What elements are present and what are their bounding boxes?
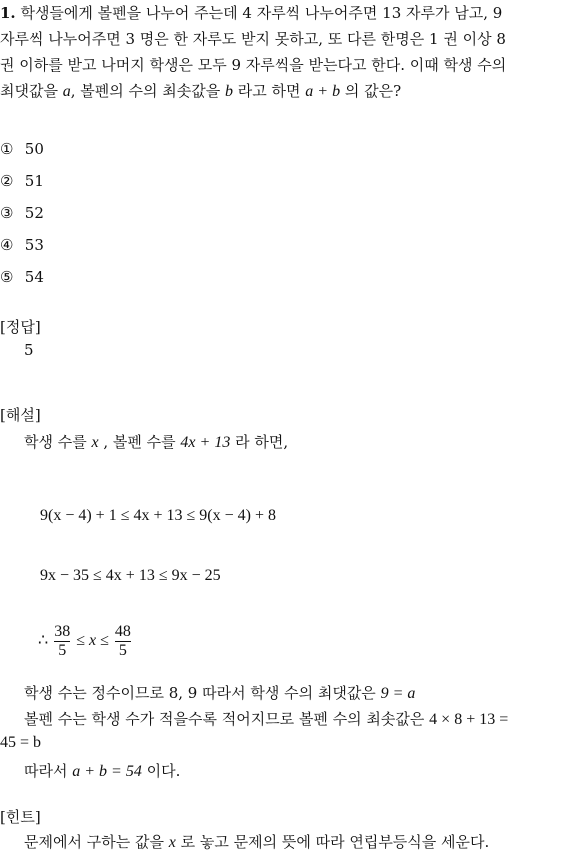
option-3[interactable] xyxy=(0,204,44,222)
question-text-4b: , 볼펜의 수의 최솟값을 xyxy=(70,82,225,100)
inequality-middle: ≤ x ≤ xyxy=(76,632,109,650)
question-text-3: 권 이하를 받고 나머지 학생은 모두 9 자루씩을 받는다고 한다. 이때 학생 수의 xyxy=(0,56,507,74)
equation-1: 9(x − 4) + 1 ≤ 4x + 13 ≤ 9(x − 4) + 8 xyxy=(40,507,276,524)
hint-text-b: 로 놓고 문제의 뜻에 따라 연립부등식을 세운다. xyxy=(175,833,490,851)
question-text-4a: 최댓값을 xyxy=(0,82,63,100)
intro-text-c: 라 하면, xyxy=(230,433,289,451)
option-4[interactable] xyxy=(0,236,44,254)
hint-label: [힌트] xyxy=(0,808,41,826)
students-text: 학생 수는 정수이므로 8, 9 따라서 학생 수의 최댓값은 xyxy=(24,684,381,702)
explanation-final xyxy=(24,760,180,781)
var-b: b xyxy=(225,83,233,100)
question-number: 1. xyxy=(0,4,16,22)
option-3-value: 52 xyxy=(24,204,44,222)
option-4-value: 53 xyxy=(24,236,44,254)
question-line-1 xyxy=(0,2,502,23)
expr-a-plus-b: a + b xyxy=(305,83,341,100)
answer-value: 5 xyxy=(24,341,34,359)
intro-text-a: 학생 수를 xyxy=(24,433,92,451)
equation-3 xyxy=(38,623,133,660)
option-4-mark: ④ xyxy=(0,236,14,254)
fraction-upper xyxy=(115,623,131,660)
fraction-lower-num: 38 xyxy=(54,623,71,640)
final-text-b: 이다. xyxy=(141,762,181,780)
fraction-lower-den: 5 xyxy=(54,641,70,660)
var-a: a xyxy=(62,83,71,100)
hint-text xyxy=(24,831,489,852)
fraction-upper-num: 48 xyxy=(114,623,131,640)
final-text-a: 따라서 xyxy=(24,762,73,780)
option-2-mark: ② xyxy=(0,172,14,190)
therefore-symbol: ∴ xyxy=(38,632,49,650)
option-1-value: 50 xyxy=(24,140,44,158)
hint-text-a: 문제에서 구하는 값을 xyxy=(24,833,169,851)
option-1[interactable] xyxy=(0,140,44,158)
expr-pens: 4x + 13 xyxy=(180,434,231,451)
hint-var-x: x xyxy=(168,834,176,851)
explanation-intro xyxy=(24,431,288,452)
equation-2: 9x − 35 ≤ 4x + 13 ≤ 9x − 25 xyxy=(40,567,221,584)
fraction-lower xyxy=(54,623,70,660)
option-5[interactable] xyxy=(0,268,44,286)
question-line-4 xyxy=(0,80,401,101)
var-x: x xyxy=(91,434,99,451)
question-text-4c: 라고 하면 xyxy=(233,82,306,100)
option-2[interactable] xyxy=(0,172,44,190)
intro-text-b: , 볼펜 수를 xyxy=(98,433,181,451)
option-5-value: 54 xyxy=(24,268,44,286)
students-expr: 9 = a xyxy=(380,685,416,702)
explanation-pens xyxy=(24,708,508,729)
option-1-mark: ① xyxy=(0,140,14,158)
option-3-mark: ③ xyxy=(0,204,14,222)
option-5-mark: ⑤ xyxy=(0,268,14,286)
question-text-4d: 의 값은? xyxy=(340,82,402,100)
question-text-1: 학생들에게 볼펜을 나누어 주는데 4 자루씩 나누어주면 13 자루가 남고, 9 xyxy=(20,4,503,22)
final-expr: a + b = 54 xyxy=(72,763,142,780)
explanation-students xyxy=(24,682,415,703)
answer-label: [정답] xyxy=(0,318,41,336)
option-2-value: 51 xyxy=(24,172,44,190)
fraction-upper-den: 5 xyxy=(115,641,131,660)
pens-expr: 4 × 8 + 13 = xyxy=(429,711,509,728)
pens-expr-cont: 45 = b xyxy=(0,734,42,751)
explanation-label: [해설] xyxy=(0,406,41,424)
pens-text: 볼펜 수는 학생 수가 적을수록 적어지므로 볼펜 수의 최솟값은 xyxy=(24,710,430,728)
question-text-2: 자루씩 나누어주면 3 명은 한 자루도 받지 못하고, 또 다른 한명은 1 권 이상 8 xyxy=(0,30,506,48)
